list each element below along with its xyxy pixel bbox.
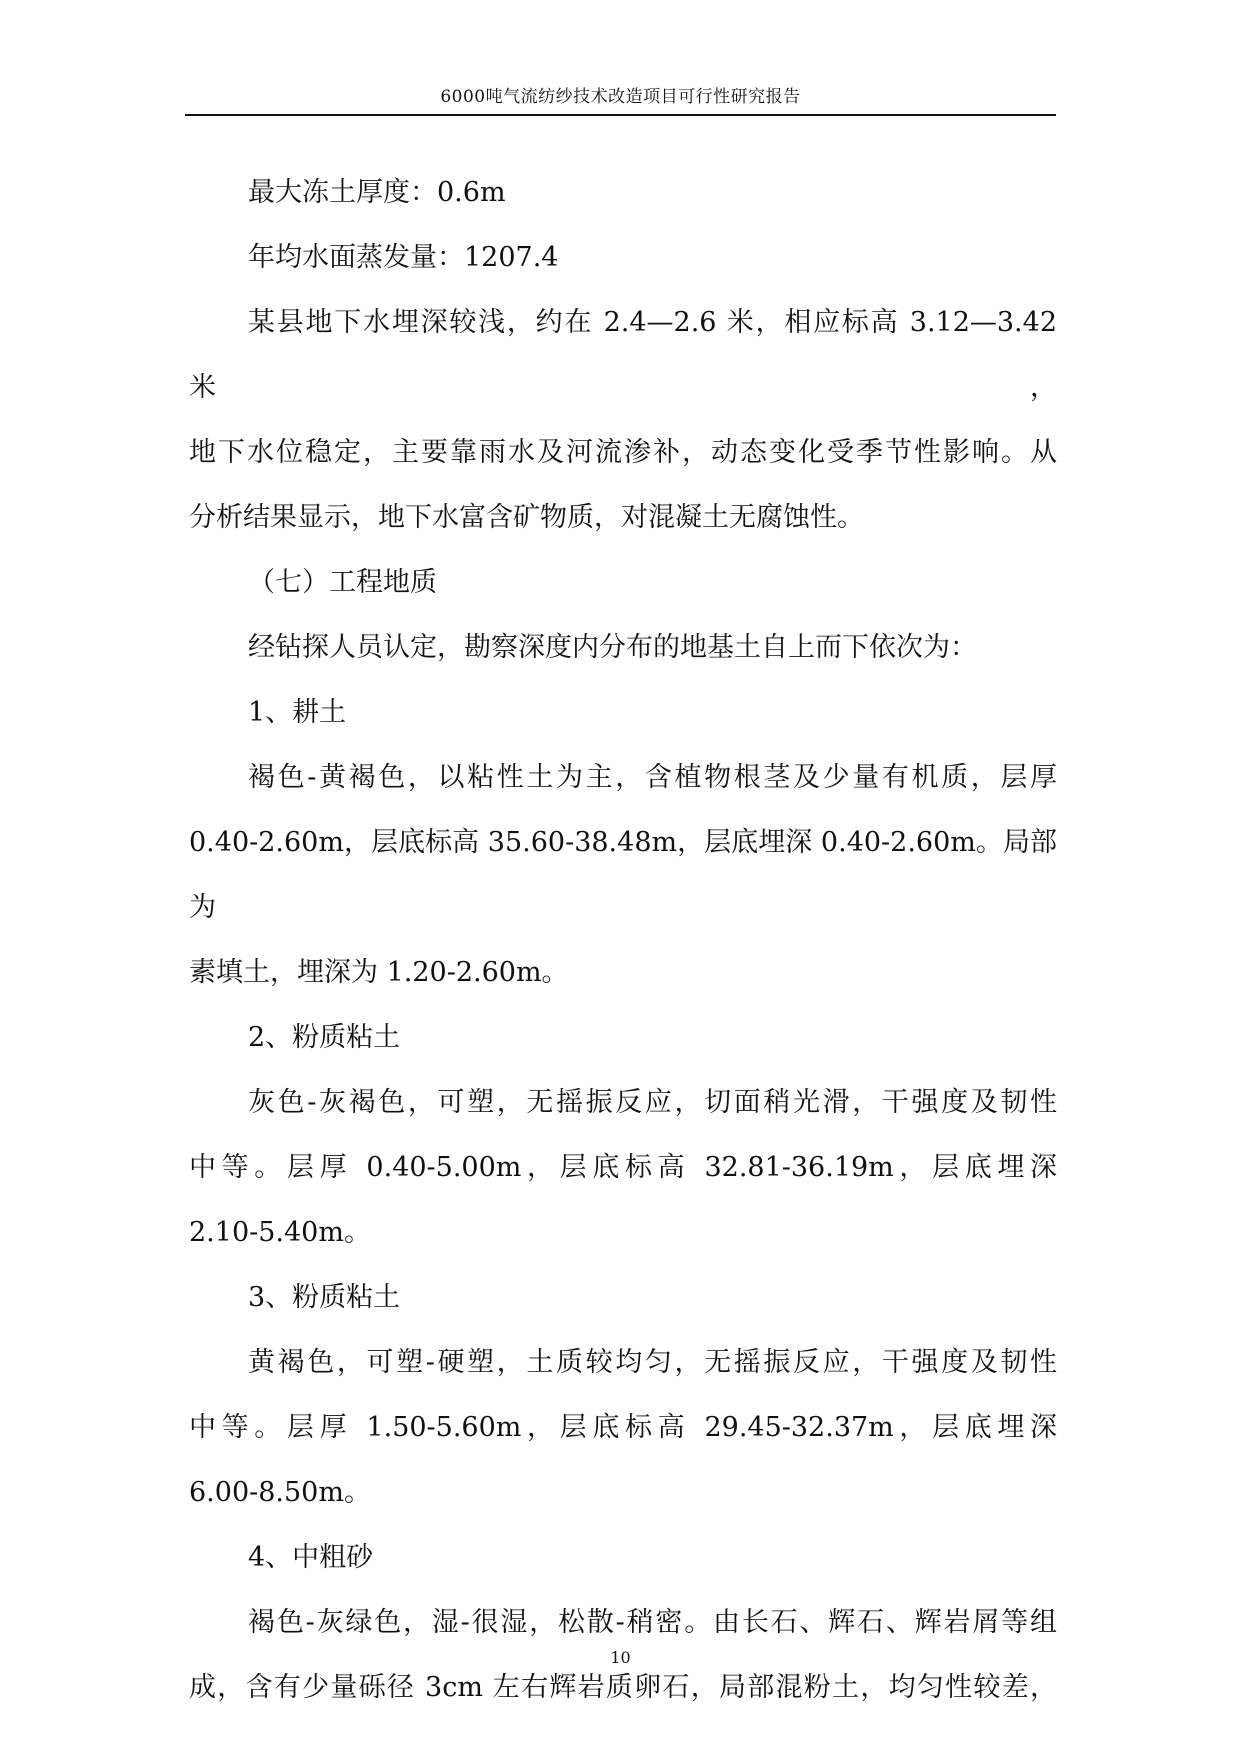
- paragraph-line: 灰色-灰褐色，可塑，无摇振反应，切面稍光滑，干强度及韧性: [248, 1087, 1057, 1118]
- paragraph-line: 分析结果显示，地下水富含矿物质，对混凝土无腐蚀性。: [189, 502, 864, 533]
- document-body: [189, 160, 1057, 1720]
- paragraph-line: 地下水位稳定，主要靠雨水及河流渗补，动态变化受季节性影响。从: [189, 437, 1057, 468]
- paragraph-water-evaporation: 年均水面蒸发量：1207.4: [248, 242, 559, 273]
- paragraph-line: 素填土，埋深为 1.20-2.60m。: [189, 957, 569, 988]
- paragraph-line: 褐色-黄褐色，以粘性土为主，含植物根茎及少量有机质，层厚: [248, 762, 1057, 793]
- paragraph-line: 6.00-8.50m。: [189, 1477, 371, 1508]
- list-heading-silty-clay-1: 2、粉质粘土: [248, 1022, 401, 1053]
- paragraph-tilled-soil: [189, 745, 1057, 1005]
- paragraph-frozen-soil-depth: 最大冻土厚度：0.6m: [248, 177, 506, 208]
- paragraph-line: 0.40-2.60m，层底标高 35.60-38.48m，层底埋深 0.40-2.60m。局部为: [189, 827, 1057, 923]
- paragraph-line: 某县地下水埋深较浅，约在 2.4—2.6 米，相应标高 3.12—3.42 米，: [189, 307, 1057, 403]
- paragraph-drilling-intro: 经钻探人员认定，勘察深度内分布的地基土自上而下依次为：: [248, 632, 977, 663]
- paragraph-line: 褐色-灰绿色，湿-很湿，松散-稍密。由长石、辉石、辉岩屑等组: [248, 1607, 1057, 1638]
- paragraph-line: 中等。层厚 1.50-5.60m，层底标高 29.45-32.37m，层底埋深: [189, 1412, 1057, 1443]
- paragraph-silty-clay-2: [189, 1330, 1057, 1525]
- paragraph-line: 2.10-5.40m。: [189, 1217, 371, 1248]
- list-heading-silty-clay-2: 3、粉质粘土: [248, 1282, 401, 1313]
- paragraph-groundwater: [189, 290, 1057, 550]
- list-heading-tilled-soil: 1、耕土: [248, 697, 347, 728]
- page-header-title: 6000吨气流纺纱技术改造项目可行性研究报告: [440, 87, 801, 107]
- page-number: 10: [610, 1648, 631, 1667]
- header-divider: [185, 114, 1056, 116]
- paragraph-silty-clay-1: [189, 1070, 1057, 1265]
- paragraph-line: 黄褐色，可塑-硬塑，土质较均匀，无摇振反应，干强度及韧性: [248, 1347, 1057, 1378]
- paragraph-line: 成，含有少量砾径 3cm 左右辉岩质卵石，局部混粉土，均匀性较差，: [189, 1672, 1057, 1703]
- paragraph-line: 中等。层厚 0.40-5.00m，层底标高 32.81-36.19m，层底埋深: [189, 1152, 1057, 1183]
- section-heading-engineering-geology: （七）工程地质: [248, 567, 437, 598]
- list-heading-medium-coarse-sand: 4、中粗砂: [248, 1542, 374, 1573]
